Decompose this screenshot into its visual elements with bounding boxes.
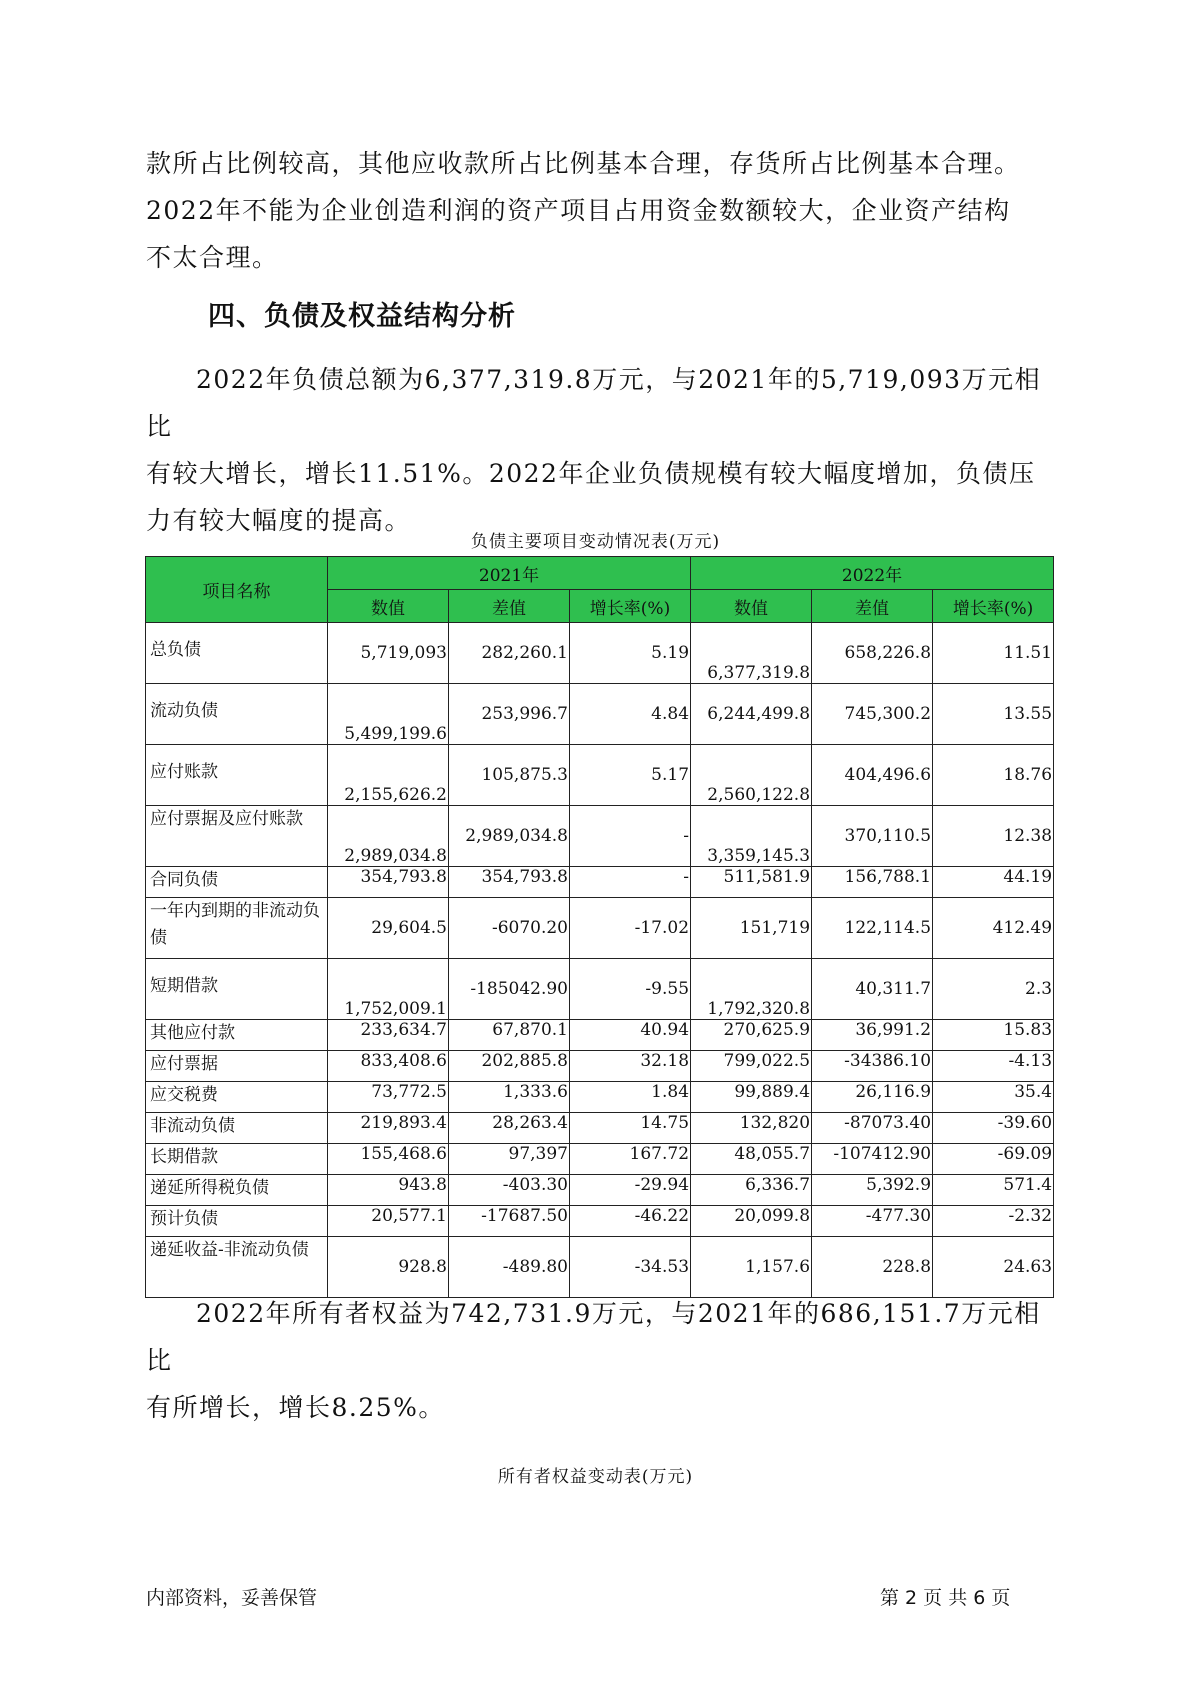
cell-v2: 270,625.9 xyxy=(691,1020,812,1051)
cell-g1: 14.75 xyxy=(570,1113,691,1144)
cell-g2: 18.76 xyxy=(933,745,1054,806)
liability-line-2: 有较大增长，增长11.51%。2022年企业负债规模有较大幅度增加，负债压 xyxy=(146,459,1036,488)
cell-v1: 2,155,626.2 xyxy=(328,745,449,806)
row-item-name: 其他应付款 xyxy=(146,1020,328,1051)
liability-table xyxy=(145,556,1054,1298)
cell-d2: 370,110.5 xyxy=(812,806,933,867)
table-row xyxy=(146,1175,1054,1206)
cell-d1: 202,885.8 xyxy=(449,1051,570,1082)
cell-d2: 658,226.8 xyxy=(812,623,933,684)
cell-d2: 156,788.1 xyxy=(812,867,933,898)
cell-v1: 73,772.5 xyxy=(328,1082,449,1113)
cell-d2: 228.8 xyxy=(812,1237,933,1298)
cell-d2: 122,114.5 xyxy=(812,898,933,959)
liability-line-1: 2022年负债总额为6,377,319.8万元，与2021年的5,719,093万元相比 xyxy=(146,365,1042,441)
row-item-name: 应付票据 xyxy=(146,1051,328,1082)
table-row xyxy=(146,898,1054,959)
header-growth-2022: 增长率(%) xyxy=(933,590,1054,623)
cell-d1: -17687.50 xyxy=(449,1206,570,1237)
cell-d1: -489.80 xyxy=(449,1237,570,1298)
table-row xyxy=(146,1082,1054,1113)
liability-table-body xyxy=(146,623,1054,1298)
cell-d1: 282,260.1 xyxy=(449,623,570,684)
cell-v1: 928.8 xyxy=(328,1237,449,1298)
table-row xyxy=(146,684,1054,745)
cell-d1: 253,996.7 xyxy=(449,684,570,745)
cell-v1: 5,719,093 xyxy=(328,623,449,684)
table-row xyxy=(146,745,1054,806)
cell-d2: -107412.90 xyxy=(812,1144,933,1175)
row-item-name: 非流动负债 xyxy=(146,1113,328,1144)
cell-d1: 67,870.1 xyxy=(449,1020,570,1051)
cell-v2: 1,157.6 xyxy=(691,1237,812,1298)
table-row xyxy=(146,1144,1054,1175)
table-row xyxy=(146,867,1054,898)
cell-v1: 20,577.1 xyxy=(328,1206,449,1237)
table-row xyxy=(146,1020,1054,1051)
cell-g1: - xyxy=(570,867,691,898)
cell-v1: 5,499,199.6 xyxy=(328,684,449,745)
cell-d2: 26,116.9 xyxy=(812,1082,933,1113)
cell-v1: 155,468.6 xyxy=(328,1144,449,1175)
cell-g1: -29.94 xyxy=(570,1175,691,1206)
cell-g2: -4.13 xyxy=(933,1051,1054,1082)
cell-v2: 20,099.8 xyxy=(691,1206,812,1237)
cell-v2: 48,055.7 xyxy=(691,1144,812,1175)
row-item-name: 递延收益-非流动负债 xyxy=(146,1237,328,1298)
cell-d1: 354,793.8 xyxy=(449,867,570,898)
cell-d1: 2,989,034.8 xyxy=(449,806,570,867)
intro-line-1: 款所占比例较高，其他应收款所占比例基本合理，存货所占比例基本合理。 xyxy=(146,149,1021,178)
cell-d2: 40,311.7 xyxy=(812,959,933,1020)
cell-g2: -39.60 xyxy=(933,1113,1054,1144)
cell-g2: -2.32 xyxy=(933,1206,1054,1237)
cell-d2: 404,496.6 xyxy=(812,745,933,806)
cell-v1: 1,752,009.1 xyxy=(328,959,449,1020)
cell-v1: 943.8 xyxy=(328,1175,449,1206)
cell-d1: 105,875.3 xyxy=(449,745,570,806)
cell-v2: 799,022.5 xyxy=(691,1051,812,1082)
cell-d1: 28,263.4 xyxy=(449,1113,570,1144)
cell-v1: 833,408.6 xyxy=(328,1051,449,1082)
table-row xyxy=(146,1206,1054,1237)
cell-g1: 5.19 xyxy=(570,623,691,684)
row-item-name: 应付票据及应付账款 xyxy=(146,806,328,867)
cell-v2: 151,719 xyxy=(691,898,812,959)
equity-line-1: 2022年所有者权益为742,731.9万元，与2021年的686,151.7万元相比 xyxy=(146,1299,1041,1375)
cell-v2: 6,377,319.8 xyxy=(691,623,812,684)
liability-paragraph xyxy=(146,356,1046,544)
cell-v2: 99,889.4 xyxy=(691,1082,812,1113)
cell-g2: 11.51 xyxy=(933,623,1054,684)
cell-g2: 15.83 xyxy=(933,1020,1054,1051)
cell-v1: 219,893.4 xyxy=(328,1113,449,1144)
cell-g2: 12.38 xyxy=(933,806,1054,867)
cell-d1: 1,333.6 xyxy=(449,1082,570,1113)
cell-g2: 44.19 xyxy=(933,867,1054,898)
row-item-name: 总负债 xyxy=(146,623,328,684)
cell-v2: 511,581.9 xyxy=(691,867,812,898)
cell-v2: 3,359,145.3 xyxy=(691,806,812,867)
header-year-2022: 2022年 xyxy=(691,557,1054,590)
header-diff-2021: 差值 xyxy=(449,590,570,623)
cell-v1: 233,634.7 xyxy=(328,1020,449,1051)
cell-g1: -17.02 xyxy=(570,898,691,959)
liability-line-3: 力有较大幅度的提高。 xyxy=(146,506,412,535)
row-item-name: 一年内到期的非流动负债 xyxy=(146,898,328,959)
row-item-name: 递延所得税负债 xyxy=(146,1175,328,1206)
cell-g1: -46.22 xyxy=(570,1206,691,1237)
cell-v2: 6,336.7 xyxy=(691,1175,812,1206)
header-year-2021: 2021年 xyxy=(328,557,691,590)
cell-d1: 97,397 xyxy=(449,1144,570,1175)
liability-table-caption: 负债主要项目变动情况表(万元) xyxy=(470,532,721,552)
cell-g1: 167.72 xyxy=(570,1144,691,1175)
intro-line-3: 不太合理。 xyxy=(146,243,279,272)
cell-g1: 40.94 xyxy=(570,1020,691,1051)
cell-g1: - xyxy=(570,806,691,867)
cell-g2: 13.55 xyxy=(933,684,1054,745)
cell-d2: 5,392.9 xyxy=(812,1175,933,1206)
cell-v1: 354,793.8 xyxy=(328,867,449,898)
footer-page-number: 第 2 页 共 6 页 xyxy=(880,1587,1011,1609)
table-row xyxy=(146,1051,1054,1082)
cell-g2: 35.4 xyxy=(933,1082,1054,1113)
cell-d2: 36,991.2 xyxy=(812,1020,933,1051)
row-item-name: 预计负债 xyxy=(146,1206,328,1237)
cell-g1: -34.53 xyxy=(570,1237,691,1298)
table-row xyxy=(146,806,1054,867)
cell-g1: 1.84 xyxy=(570,1082,691,1113)
header-value-2021: 数值 xyxy=(328,590,449,623)
cell-d2: -477.30 xyxy=(812,1206,933,1237)
cell-d1: -403.30 xyxy=(449,1175,570,1206)
cell-g1: 4.84 xyxy=(570,684,691,745)
row-item-name: 流动负债 xyxy=(146,684,328,745)
row-item-name: 应交税费 xyxy=(146,1082,328,1113)
cell-d1: -6070.20 xyxy=(449,898,570,959)
header-diff-2022: 差值 xyxy=(812,590,933,623)
row-item-name: 长期借款 xyxy=(146,1144,328,1175)
cell-v1: 2,989,034.8 xyxy=(328,806,449,867)
table-row xyxy=(146,959,1054,1020)
cell-g2: 571.4 xyxy=(933,1175,1054,1206)
header-growth-2021: 增长率(%) xyxy=(570,590,691,623)
cell-v2: 1,792,320.8 xyxy=(691,959,812,1020)
cell-g2: -69.09 xyxy=(933,1144,1054,1175)
table-row xyxy=(146,623,1054,684)
cell-g1: 32.18 xyxy=(570,1051,691,1082)
cell-g2: 24.63 xyxy=(933,1237,1054,1298)
row-item-name: 合同负债 xyxy=(146,867,328,898)
cell-g1: -9.55 xyxy=(570,959,691,1020)
cell-d2: -87073.40 xyxy=(812,1113,933,1144)
equity-paragraph xyxy=(146,1290,1046,1431)
header-value-2022: 数值 xyxy=(691,590,812,623)
cell-v1: 29,604.5 xyxy=(328,898,449,959)
table-row xyxy=(146,1237,1054,1298)
equity-table-caption: 所有者权益变动表(万元) xyxy=(497,1467,694,1487)
intro-paragraph xyxy=(146,140,1046,281)
cell-v2: 6,244,499.8 xyxy=(691,684,812,745)
cell-g2: 412.49 xyxy=(933,898,1054,959)
header-item-name: 项目名称 xyxy=(146,557,328,623)
cell-v2: 2,560,122.8 xyxy=(691,745,812,806)
row-item-name: 短期借款 xyxy=(146,959,328,1020)
cell-d1: -185042.90 xyxy=(449,959,570,1020)
cell-d2: 745,300.2 xyxy=(812,684,933,745)
cell-g2: 2.3 xyxy=(933,959,1054,1020)
row-item-name: 应付账款 xyxy=(146,745,328,806)
intro-line-2: 2022年不能为企业创造利润的资产项目占用资金数额较大，企业资产结构 xyxy=(146,196,1011,225)
table-row xyxy=(146,1113,1054,1144)
cell-g1: 5.17 xyxy=(570,745,691,806)
footer-confidential: 内部资料，妥善保管 xyxy=(146,1587,318,1609)
cell-v2: 132,820 xyxy=(691,1113,812,1144)
section-heading: 四、负债及权益结构分析 xyxy=(208,301,516,332)
equity-line-2: 有所增长，增长8.25%。 xyxy=(146,1393,445,1422)
cell-d2: -34386.10 xyxy=(812,1051,933,1082)
